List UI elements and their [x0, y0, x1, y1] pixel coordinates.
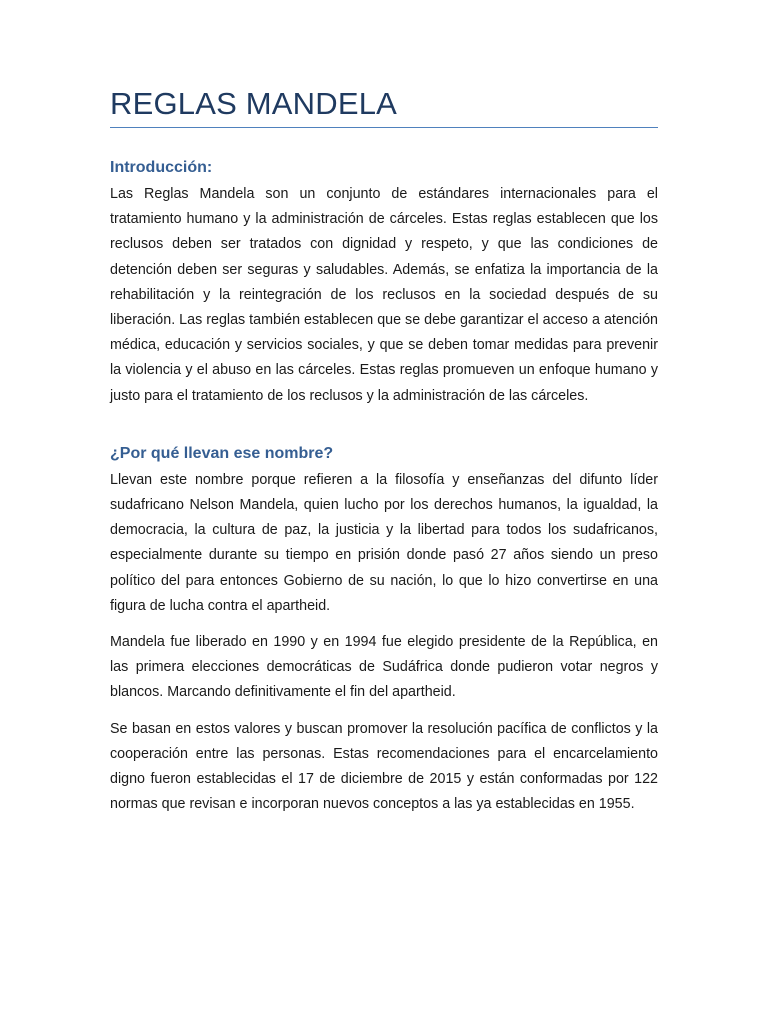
section-heading-introduccion: Introducción: — [110, 159, 213, 176]
section-introduccion — [110, 157, 658, 409]
paragraph-valores-normas: Se basan en estos valores y buscan promover la resolución pacífica de conflictos y la cooperación entre las personas. Estas recomendaciones para el encarcelamiento digno fueron establecidas el 17 de diciembre de 2015 y están conformadas por 122 normas que revisan e incorporan nuevos conceptos a las ya establecidas en 1955. — [110, 720, 658, 813]
document-page — [110, 82, 658, 817]
section-por-que-nombre — [110, 443, 658, 818]
paragraph-introduccion: Las Reglas Mandela son un conjunto de estándares internacionales para el tratamiento humano y la administración de cárceles. Estas reglas establecen que los reclusos deben ser tratados con dignidad y respeto, y que las condiciones de detención deben ser seguras y saludables. Además, se enfatiza la importancia de la rehabilitación y la reintegración de los reclusos en la sociedad después de su liberación. Las reglas también establecen que se debe garantizar el acceso a atención médica, educación y servicios sociales, y que se deben tomar medidas para prevenir la violencia y el abuso en las cárceles. Estas reglas promueven un enfoque humano y justo para el tratamiento de los reclusos y la administración de las cárceles. — [110, 186, 658, 404]
paragraph-liberacion-mandela: Mandela fue liberado en 1990 y en 1994 fue elegido presidente de la República, en las primera elecciones democráticas de Sudáfrica donde pudieron votar negros y blancos. Marcando definitivamente el fin del apartheid. — [110, 634, 658, 701]
paragraph-filosofia-mandela: Llevan este nombre porque refieren a la filosofía y enseñanzas del difunto líder sudafricano Nelson Mandela, quien lucho por los derechos humanos, la igualdad, la democracia, la cultura de paz, la justicia y la libertad para todos los sudafricanos, especialmente durante su tiempo en prisión donde pasó 27 años siendo un preso político del para entonces Gobierno de su nación, lo que lo hizo convertirse en una figura de lucha contra el apartheid. — [110, 471, 658, 614]
page-title: REGLAS MANDELA — [110, 86, 398, 121]
title-divider — [110, 127, 658, 128]
section-heading-por-que-nombre: ¿Por qué llevan ese nombre? — [110, 444, 334, 462]
